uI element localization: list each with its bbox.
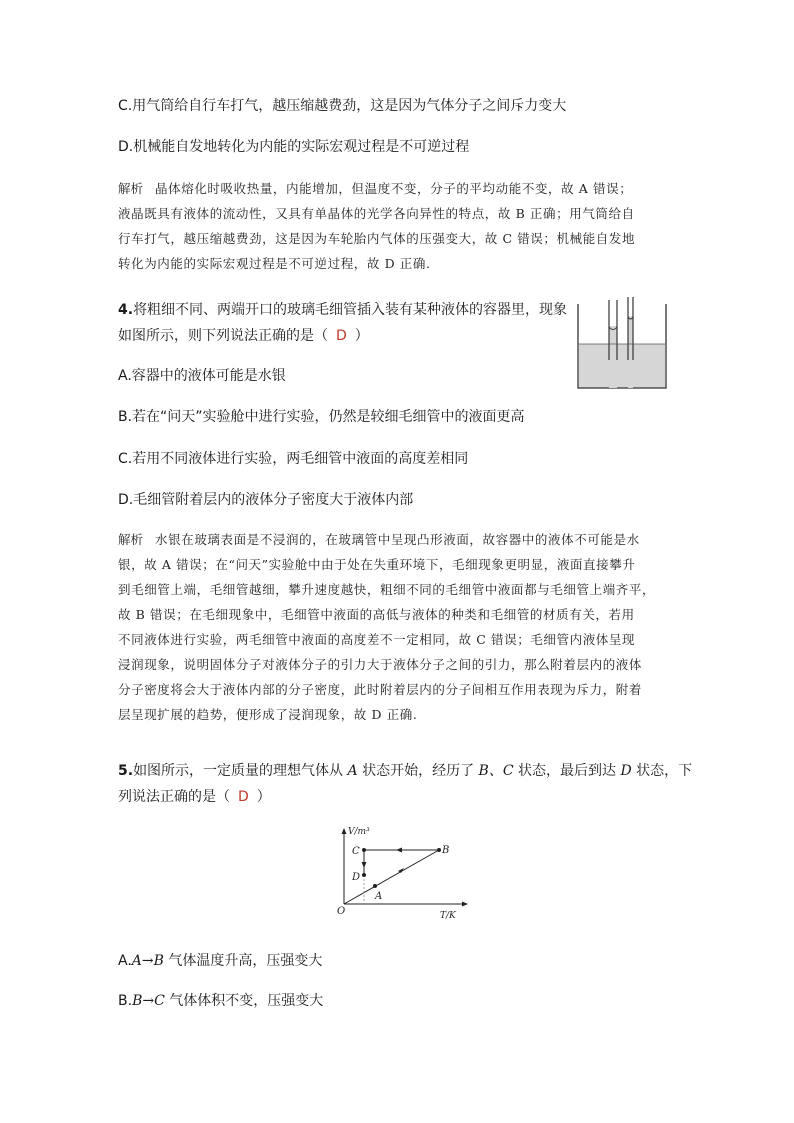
analysis-q4-line: 不同液体进行实验，两毛细管中液面的高度差不一定相同，故 C 错误；毛细管内液体呈现 — [118, 632, 636, 647]
analysis-label: 解析 — [118, 532, 144, 547]
v-axis-label: V/m³ — [348, 827, 370, 837]
v-axis-arrow — [342, 828, 347, 834]
q4-answer: D — [336, 328, 347, 344]
q4-option-b: B.若在“问天”实验舱中进行实验，仍然是较细毛细管中的液面更高 — [118, 409, 525, 425]
liquid-fill — [579, 344, 665, 388]
thick-tube-liquid — [609, 326, 617, 388]
q5-option-b: B.B→C 气体体积不变，压强变大 — [118, 993, 324, 1009]
origin-label: O — [337, 906, 346, 917]
q5-stem-line1: 5.如图所示，一定质量的理想气体从 A 状态开始，经历了 B、C 状态，最后到达 D 状态，下 — [118, 763, 693, 779]
q4-option-c: C.若用不同液体进行实验，两毛细管中液面的高度差相同 — [118, 451, 469, 467]
label-b: B — [442, 845, 450, 856]
q5-number: 5. — [118, 763, 134, 779]
point-d — [362, 873, 366, 877]
analysis-q4-line: 层呈现扩展的趋势，便形成了浸润现象，故 D 正确. — [118, 707, 418, 722]
arrow-b-to-c — [396, 848, 402, 853]
analysis-q3-line: 转化为内能的实际宏观过程是不可逆过程，故 D 正确. — [118, 256, 431, 271]
q4-option-a: A.容器中的液体可能是水银 — [118, 368, 286, 384]
analysis-q3-line: 解析 晶体熔化时吸收热量，内能增加，但温度不变，分子的平均动能不变，故 A 错误； — [118, 181, 633, 196]
label-d: D — [352, 872, 361, 883]
thin-tube-liquid — [628, 316, 633, 388]
analysis-q4-line: 解析 水银在玻璃表面是不浸润的，在玻璃管中呈现凸形液面，故容器中的液体不可能是水 — [118, 532, 640, 547]
analysis-q3 — [118, 176, 678, 276]
analysis-q4 — [118, 527, 678, 727]
analysis-q4-line: 分子密度将会大于液体内部的分子密度，此时附着层内的分子间相互作用表现为斥力，附着 — [118, 682, 643, 697]
t-axis-arrow — [462, 902, 468, 907]
label-c: C — [352, 846, 360, 857]
point-c — [362, 848, 366, 852]
arrow-c-to-d — [362, 862, 367, 868]
q5-answer: D — [238, 789, 249, 805]
t-axis-label: T/K — [440, 911, 456, 921]
label-a: A — [375, 891, 383, 902]
analysis-q4-line: 银，故 A 错误；在“问天”实验舱中由于处在失重环境下，毛细现象更明显，液面直接攀升 — [118, 557, 636, 572]
analysis-q4-line: 故 B 错误；在毛细现象中，毛细管中液面的高低与液体的种类和毛细管的材质有关，若用 — [118, 607, 635, 622]
option-d-prev: D.机械能自发地转化为内能的实际宏观过程是不可逆过程 — [118, 139, 470, 155]
q4-stem-line1: 4.将粗细不同、两端开口的玻璃毛细管插入装有某种液体的容器里，现象 — [118, 302, 568, 318]
q5-option-a: A.A→B 气体温度升高，压强变大 — [118, 953, 323, 969]
q4-option-d: D.毛细管附着层内的液体分子密度大于液体内部 — [118, 492, 414, 508]
point-b — [437, 848, 441, 852]
q4-number: 4. — [118, 302, 134, 318]
vt-graph — [330, 822, 470, 922]
point-a — [373, 884, 377, 888]
analysis-q3-line: 行车打气，越压缩越费劲，这是因为车轮胎内气体的压强变大，故 C 错误；机械能自发地 — [118, 231, 636, 246]
q4-stem-line2: 如图所示，则下列说法正确的是（ D ） — [118, 328, 369, 344]
analysis-label: 解析 — [118, 181, 144, 196]
analysis-q4-line: 到毛细管上端，毛细管越细，攀升速度越快，粗细不同的毛细管中液面都与毛细管上端齐平， — [118, 582, 656, 597]
analysis-q4-line: 浸润现象，说明固体分子对液体分子的引力大于液体分子之间的引力，那么附着层内的液体 — [118, 657, 643, 672]
option-c-prev: C.用气筒给自行车打气，越压缩越费劲，这是因为气体分子之间斥力变大 — [118, 98, 567, 114]
q5-stem-line2: 列说法正确的是（ D ） — [118, 789, 271, 805]
capillary-figure — [572, 296, 672, 392]
analysis-q3-line: 液晶既具有液体的流动性，又具有单晶体的光学各向异性的特点，故 B 正确；用气筒给自 — [118, 206, 635, 221]
